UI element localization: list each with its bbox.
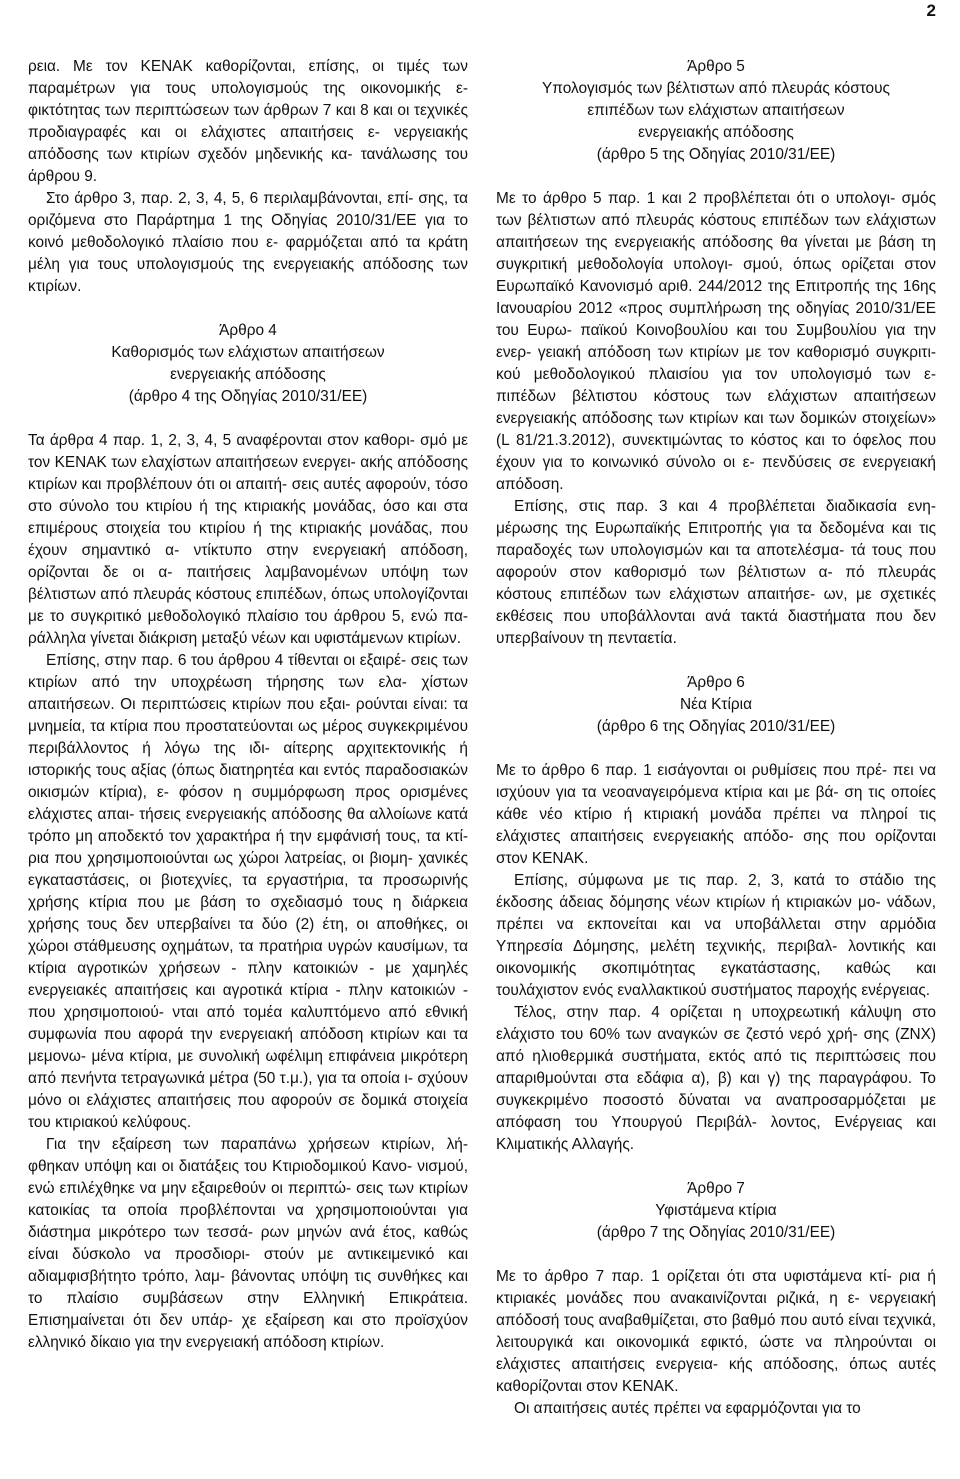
article-5-heading	[496, 56, 936, 166]
left-column	[28, 56, 468, 1354]
article-4-heading	[28, 320, 468, 408]
right-paragraph-7: Οι απαιτήσεις αυτές πρέπει να εφαρμόζονται για το	[514, 1400, 861, 1417]
article-6-subtitle-1: Νέα Κτίρια	[680, 696, 752, 713]
article-7-title: Άρθρο 7	[687, 1180, 745, 1197]
left-paragraph-4: Επίσης, στην παρ. 6 του άρθρου 4 τίθενται οι εξαιρέ- σεις των κτιρίων από την υποχρέωση τήρησης των ελα- χίστων απαιτήσεων. Οι περιπτώσεις κτιρίων που εξαι- ρούνται είναι: τα μνημεία, τα κτίρια που προστατεύονται ως μέρος συγκεκριμένου περιβάλλοντος ή λόγω της ιδι- αίτερης αρχιτεκτονικής ή ιστορικής τους αξίας (όπως διατηρητέα και εντός παραδοσιακών οικισμών κτίρια), ε- φόσον η συμμόρφωση προς ορισμένες ελάχιστες απαι- τήσεις ενεργειακής απόδοσης θα αλλοίωνε κατά τρόπο μη αποδεκτό τον χαρακτήρα ή την εμφάνισή τους, τα κτί- ρια που χρησιμοποιούνται ως χώροι λατρείας, οι βιομη- χανικές εγκαταστάσεις, οι βιοτεχνίες, τα εργαστήρια, τα προσωρινής χρήσης κτίρια που με βάση το σχεδιασμό τους η διάρκεια χρήσης τους δεν υπερβαίνει τα δύο (2) έτη, οι αποθήκες, οι χώροι στάθμευσης οχημάτων, τα πρατήρια υγρών καυσίμων, τα κτίρια αγροτικών χρήσεων - πλην κατοικιών - με χαμηλές ενεργειακές απαιτήσεις και αγροτικά κτίρια - πλην κατοικιών - που χρησιμοποιού- νται από τομέα καλυπτόμενο από εθνική συμφωνία που αφορά την ενεργειακή απόδοση κτιρίων και τα μεμονω- μένα κτίρια, με συνολική ωφέλιμη επιφάνεια μικρότερη από πενήντα τετραγωνικά μέτρα (50 τ.μ.), για τα οποία ι- σχύουν μόνο οι ελάχιστες απαιτήσεις που αφορούν σε δομικά στοιχεία του κτιριακού κελύφους.	[28, 652, 468, 1131]
left-paragraph-5: Για την εξαίρεση των παραπάνω χρήσεων κτιρίων, λή- φθηκαν υπόψη και οι διατάξεις του Κτιριοδομικού Κανο- νισμού, ενώ επιλέχθηκε να μην εξαιρεθούν οι περιπτώ- σεις των κτιρίων κατοικίας τα οποία προβλέπονται να χρησιμοποιούνται για διάστημα μικρότερο των τεσσά- ρων μηνών ανά έτος, καθώς είναι δύσκολο να προσδιορι- στούν με αντικειμενικό και αδιαμφισβήτητο τρόπο, λαμ- βάνοντας υπόψη τις συνθήκες και το πλαίσιο συμβάσεων στην Ελληνική Επικράτεια. Επισημαίνεται ότι δεν υπάρ- χε εξαίρεση και στο προϊσχύον ελληνικό δίκαιο για την ενεργειακή απόδοση κτιρίων.	[28, 1136, 468, 1351]
right-paragraph-5: Τέλος, στην παρ. 4 ορίζεται η υποχρεωτική κάλυψη στο ελάχιστο του 60% των αναγκών σε ζεστό νερό χρή- σης (ΖΝΧ) από ηλιοθερμικά συστήματα, εκτός από τις περιπτώσεις που απαριθμούνται στα εδάφια α), β) και γ) της παραγράφου. Το συγκεκριμένο ποσοστό δύναται να αναπροσαρμόζεται με απόφαση του Υπουργού Περιβάλ- λοντος, Ενέργειας και Κλιματικής Αλλαγής.	[496, 1004, 936, 1153]
article-5-subtitle-2: επιπέδων των ελάχιστων απαιτήσεων	[587, 102, 845, 119]
left-paragraph-2: Στο άρθρο 3, παρ. 2, 3, 4, 5, 6 περιλαμβάνονται, επί- σης, τα οριζόμενα στο Παράρτημα 1 της Οδηγίας 2010/31/ΕΕ για το κοινό μεθοδολογικό πλαίσιο που ε- φαρμόζεται από τα κράτη μέλη για τους υπολογισμούς της ενεργειακής απόδοσης των κτιρίων.	[28, 190, 468, 295]
left-paragraph-1: ρεια. Με τον ΚΕΝΑΚ καθορίζονται, επίσης, οι τιμές των παραμέτρων για τους υπολογισμούς της οικονομικής ε- φικτότητας των περιπτώσεων των άρθρων 7 και 8 και οι τεχνικές προδιαγραφές και οι ελάχιστες απαιτήσεις ε- νεργειακής απόδοσης των κτιρίων σχεδόν μηδενικής κα- τανάλωσης του άρθρου 9.	[28, 58, 468, 185]
article-6-heading	[496, 672, 936, 738]
article-5-subtitle-3: ενεργειακής απόδοσης	[638, 124, 794, 141]
article-7-subtitle-2: (άρθρο 7 της Οδηγίας 2010/31/ΕΕ)	[596, 1224, 836, 1241]
article-4-subtitle-3: (άρθρο 4 της Οδηγίας 2010/31/ΕΕ)	[128, 388, 368, 405]
right-paragraph-4: Επίσης, σύμφωνα με τις παρ. 2, 3, κατά το στάδιο της έκδοσης άδειας δόμησης νέων κτιρίων ή κτιριακών μο- νάδων, πρέπει να εκπονείται και να υποβάλλεται στην αρμόδια Υπηρεσία Δόμησης, μελέτη τεχνικής, περιβαλ- λοντικής και οικονομικής σκοπιμότητας εγκατάστασης, καθώς και τουλάχιστον ενός εναλλακτικού συστήματος παροχής ενέργειας.	[496, 872, 936, 999]
article-6-subtitle-2: (άρθρο 6 της Οδηγίας 2010/31/ΕΕ)	[596, 718, 836, 735]
article-7-heading	[496, 1178, 936, 1244]
right-paragraph-3: Με το άρθρο 6 παρ. 1 εισάγονται οι ρυθμίσεις που πρέ- πει να ισχύουν για τα νεοαναγειρόμενα κτίρια και με βά- ση τις οποίες κάθε νέο κτίριο ή κτιριακή μονάδα πρέπει να πληροί τις ελάχιστες απαιτήσεις ενεργειακής απόδο- σης που ορίζονται στον ΚΕΝΑΚ.	[496, 762, 936, 867]
article-6-title: Άρθρο 6	[687, 674, 745, 691]
article-7-subtitle-1: Υφιστάμενα κτίρια	[655, 1202, 777, 1219]
right-paragraph-1: Με το άρθρο 5 παρ. 1 και 2 προβλέπεται ότι ο υπολογι- σμός των βέλτιστων από πλευράς κόστους επιπέδων των ελάχιστων απαιτήσεων της ενεργειακής απόδοσης θα γίνεται με βάση τη συγκριτική μεθοδολογία υπολογι- σμού, όπως ορίζεται στον Ευρωπαϊκό Κανονισμό αριθ. 244/2012 της Επιτροπής της 16ης Ιανουαρίου 2012 «προς συμπλήρωση της οδηγίας 2010/31/ΕΕ του Ευρω- παϊκού Κοινοβουλίου και του Συμβουλίου για την ενερ- γειακή απόδοση των κτιρίων με τον καθορισμό συγκριτι- κού μεθοδολογικού πλαισίου για τον υπολογισμό των ε- πιπέδων βέλτιστου κόστους των ελάχιστων απαιτήσεων ενεργειακής απόδοσης των κτιρίων και των δομικών στοιχείων» (L 81/21.3.2012), συνεκτιμώντας το κόστος και το όφελος που έχουν για το κοινωνικό σύνολο οι ε- πενδύσεις σε ενεργειακή απόδοση.	[496, 190, 936, 493]
article-5-subtitle-4: (άρθρο 5 της Οδηγίας 2010/31/ΕΕ)	[596, 146, 836, 163]
page-number: 2	[926, 1, 936, 20]
article-4-subtitle-2: ενεργειακής απόδοσης	[170, 366, 326, 383]
left-paragraph-3: Τα άρθρα 4 παρ. 1, 2, 3, 4, 5 αναφέρονται στον καθορι- σμό με τον ΚΕΝΑΚ των ελαχίστων απαιτήσεων ενεργει- ακής απόδοσης κτιρίων και προβλέπουν ότι οι απαιτή- σεις αυτές αφορούν, τόσο στο σύνολο του κτιρίου ή της κτιριακής μονάδας, όσο και στα επιμέρους στοιχεία του κτιρίου ή της κτιριακής μονάδας, που έχουν σημαντικό α- ντίκτυπο στην ενεργειακή απόδοση, ορίζονται δε οι α- παιτήσεις λαμβανομένων υπόψη των βέλτιστων από πλευράς κόστους επιπέδων, όπως υπολογίζονται με το συγκριτικό μεθοδολογικό πλαίσιο του άρθρου 5, ενώ πα- ράλληλα γίνεται διάκριση μεταξύ νέων και υφιστάμενων κτιρίων.	[28, 432, 468, 647]
right-column	[496, 56, 936, 1420]
article-5-title: Άρθρο 5	[687, 58, 745, 75]
article-4-subtitle-1: Καθορισμός των ελάχιστων απαιτήσεων	[111, 344, 385, 361]
right-paragraph-2: Επίσης, στις παρ. 3 και 4 προβλέπεται διαδικασία ενη- μέρωσης της Ευρωπαϊκής Επιτροπής για τα δεδομένα και τις παραδοχές των υπολογισμών και τα αποτελέσμα- τά τους που αφορούν στον καθορισμό των βέλτιστων α- πό πλευράς κόστους επιπέδων των ελάχιστων απαιτήσε- ων, με σχετικές εκθέσεις που υποβάλλονται ανά τακτά διαστήματα που δεν υπερβαίνουν τη πενταετία.	[496, 498, 936, 647]
article-4-title: Άρθρο 4	[219, 322, 277, 339]
article-5-subtitle-1: Υπολογισμός των βέλτιστων από πλευράς κόστους	[542, 80, 890, 97]
right-paragraph-6: Με το άρθρο 7 παρ. 1 ορίζεται ότι στα υφιστάμενα κτί- ρια ή κτιριακές μονάδες που ανακαινίζονται ριζικά, η ε- νεργειακή απόδοσή τους αναβαθμίζεται, στο βαθμό που αυτό είναι τεχνικά, λειτουργικά και οικονομικά εφικτό, ώστε να πληρούνται οι ελάχιστες απαιτήσεις ενεργεια- κής απόδοσης, όπως αυτές καθορίζονται στον ΚΕΝΑΚ.	[496, 1268, 936, 1395]
